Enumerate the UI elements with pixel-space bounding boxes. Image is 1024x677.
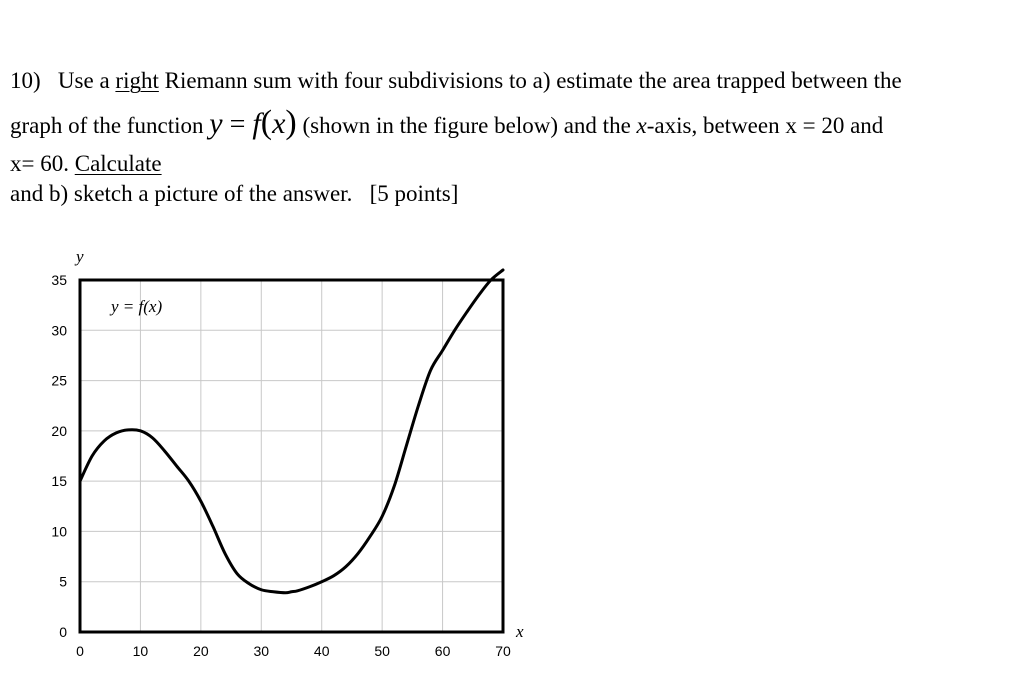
math-open-paren: ( xyxy=(260,104,273,141)
right-underlined: right xyxy=(115,68,159,93)
y-tick-label: 10 xyxy=(51,523,67,540)
y-tick-label: 30 xyxy=(51,322,67,339)
math-x: x xyxy=(272,107,286,140)
x-tick-label: 10 xyxy=(132,643,149,659)
problem-number: 10) xyxy=(10,68,41,93)
x-tick-label: 20 xyxy=(193,643,209,659)
calculate-underlined: Calculate xyxy=(74,151,162,176)
x-axis-label: x xyxy=(516,622,524,641)
x-tick-label: 0 xyxy=(76,643,84,659)
x-tick-label: 40 xyxy=(313,643,330,659)
y-tick-label: 35 xyxy=(51,272,67,288)
y-tick-label: 25 xyxy=(51,372,67,389)
points-label: [5 points] xyxy=(369,181,459,206)
x-tick-label: 60 xyxy=(434,643,451,659)
x-tick-label: 30 xyxy=(253,643,270,659)
problem-line2-pre: graph of the function xyxy=(10,113,210,138)
y-tick-label: 5 xyxy=(59,573,67,590)
problem-line2-post2: -axis, between x = 20 and xyxy=(646,113,884,138)
problem-line1-pre: Use a xyxy=(57,68,116,93)
problem-line3-pre: x= 60. xyxy=(10,151,75,176)
y-axis-label: y xyxy=(76,247,84,266)
math-close-paren: ) xyxy=(285,104,297,141)
curve-label: y = f(x) xyxy=(111,297,163,316)
xaxis-var: x xyxy=(636,113,647,138)
chart-grid xyxy=(80,280,503,632)
y-tick-label: 20 xyxy=(51,422,67,439)
math-y: y xyxy=(209,107,223,140)
plot-frame xyxy=(80,280,503,632)
chart-series xyxy=(80,270,503,593)
problem-line2-post: (shown in the figure below) and the xyxy=(296,113,637,138)
y-tick-label: 0 xyxy=(59,624,67,640)
x-tick-label: 70 xyxy=(495,643,511,659)
y-tick-label: 15 xyxy=(51,473,67,490)
math-f: f xyxy=(252,107,261,140)
function-curve-0 xyxy=(80,270,503,593)
problem-line4: and b) sketch a picture of the answer. xyxy=(10,181,353,206)
math-eq: = xyxy=(222,109,253,140)
x-tick-label: 50 xyxy=(374,643,390,659)
problem-line1-post: Riemann sum with four subdivisions to a) estimate the area trapped between the xyxy=(158,68,902,93)
